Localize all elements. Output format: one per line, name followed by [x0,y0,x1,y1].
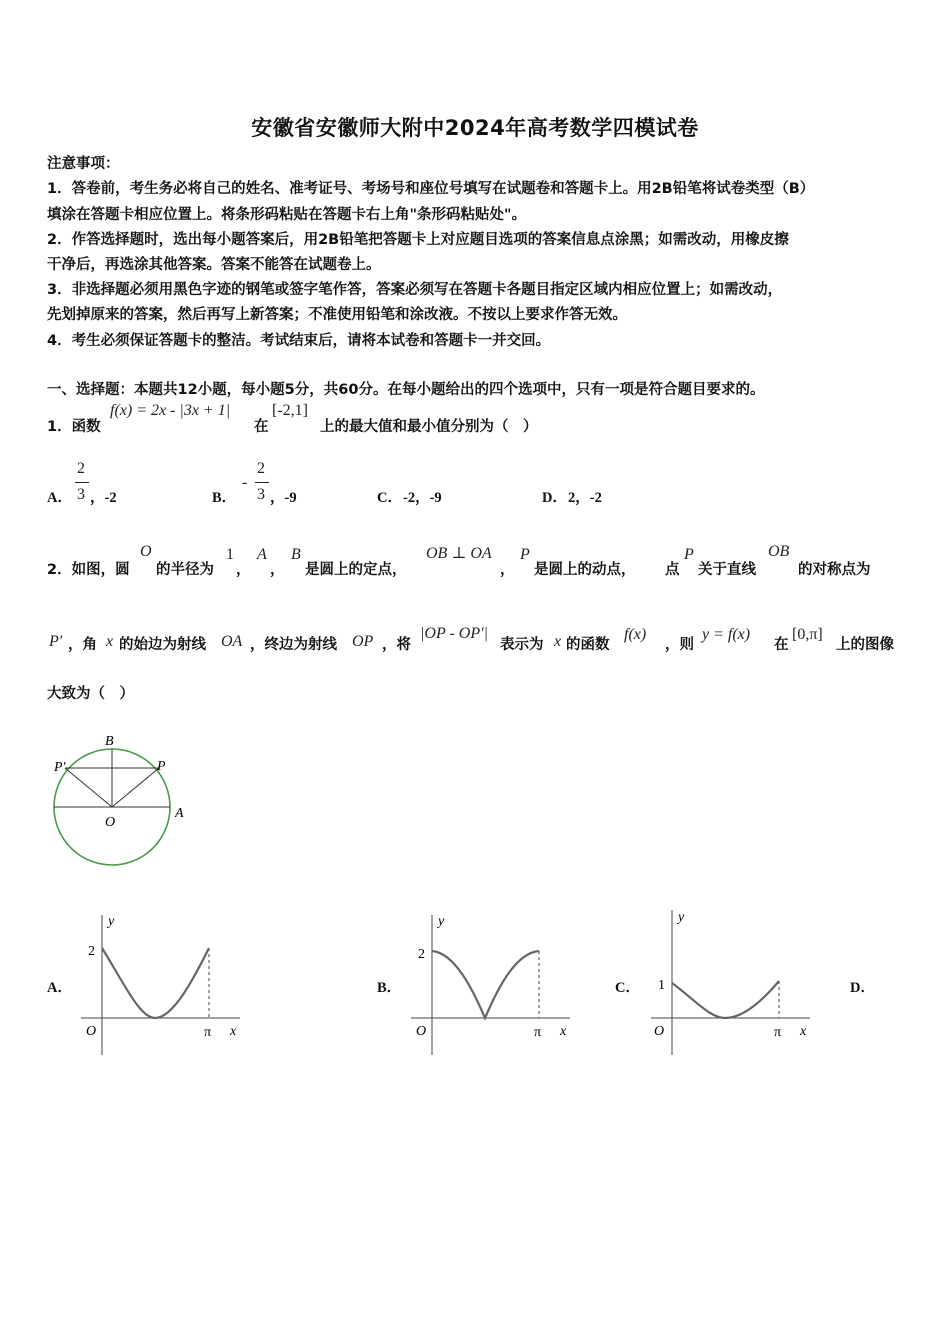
q1-option-b-label: B． [212,490,237,506]
q2-text: 是圆上的定点， [305,562,407,578]
q2-math-yfx: y = f(x) [702,626,751,643]
q1-option-c-text: -2，-9 [403,490,442,506]
y-tick: 2 [88,944,95,959]
q2-text: 的函数 [566,637,610,653]
q2-text: ，角 [68,637,97,653]
notice-line: 1．答卷前，考生务必将自己的姓名、准考证号、考场号和座位号填写在试题卷和答题卡上。用2B铅笔将试卷类型（B） [47,181,815,197]
page-title: 安徽省安徽师大附中2024年高考数学四模试卷 [251,116,699,140]
circle-figure [40,730,210,875]
pi-label: π [534,1025,542,1040]
q2-math-abs: |OP - OP′| [420,625,488,642]
q2-text: 的对称点为 [798,562,871,578]
y-label: y [678,910,685,925]
label-o: O [105,815,116,830]
q2-option-c-graph [645,905,820,1060]
origin-label: O [416,1024,427,1039]
q2-option-c-label: C． [615,980,640,996]
q2-text: 2．如图，圆 [47,562,130,578]
q2-option-a-graph [75,905,250,1060]
q2-math-pprime: P′ [49,633,63,650]
q2-text: 关于直线 [698,562,756,578]
q2-text: ， [236,562,251,578]
curve [672,981,779,1018]
y-tick: 2 [418,947,425,962]
notice-line: 干净后，再选涂其他答案。答案不能答在试题卷上。 [47,257,381,273]
curve [432,951,539,1018]
q2-math-op: OP [352,633,374,650]
q2-text: ， [270,562,285,578]
q2-option-b-label: B． [377,980,402,996]
q1-mid: 在 [254,419,269,435]
x-label: x [560,1024,567,1039]
pi-label: π [774,1025,782,1040]
q2-text: ， [500,562,515,578]
y-label: y [108,914,115,929]
fraction-bar [255,482,269,483]
label-p: P [157,759,166,774]
q1-option-b-rest: ，-9 [270,490,297,506]
y-tick: 1 [658,978,665,993]
notice-line: 3．非选择题必须用黑色字迹的钢笔或签字笔作答，答案必须写在答题卡各题目指定区域内相应位置上；如需改动， [47,282,783,298]
q1-option-d-text: 2，-2 [568,490,602,506]
q2-math-interval: [0,π] [792,626,823,643]
q2-math-one: 1 [226,546,234,563]
pi-label: π [204,1025,212,1040]
y-label: y [438,914,445,929]
curve [102,948,209,1018]
notice-line: 填涂在答题卡相应位置上。将条形码粘贴在答题卡右上角"条形码粘贴处"。 [47,207,527,223]
q1-option-a-rest: ，-2 [90,490,117,506]
q2-math-oa: OA [221,633,243,650]
q2-text: ，将 [382,637,411,653]
q2-math-o: O [140,543,152,560]
q1-option-d-label: D． [542,490,567,506]
q2-option-a-label: A． [47,980,72,996]
q2-text: 的始边为射线 [119,637,206,653]
q1-option-b-sign: - [242,474,248,491]
q1-interval: [-2,1] [272,402,308,419]
q2-math-p: P [684,546,694,563]
q1-option-c-label: C． [377,490,402,506]
q2-option-d-label: D． [850,980,875,996]
label-b: B [105,734,114,749]
q2-text: 点 [665,562,680,578]
x-label: x [800,1024,807,1039]
q2-math-ob: OB [768,543,790,560]
q2-math-perp: OB ⊥ OA [426,545,492,562]
q2-math-x: x [106,633,114,650]
notice-line: 2．作答选择题时，选出每小题答案后，用2B铅笔把答题卡上对应题目选项的答案信息点涂黑；如需改动，用橡皮擦 [47,232,789,248]
origin-label: O [654,1024,665,1039]
q2-text: 大致为（ ） [47,686,134,702]
notice-heading: 注意事项： [47,156,120,172]
q1-option-a-denominator: 3 [77,486,85,503]
q2-math-b: B [291,546,301,563]
origin-label: O [86,1024,97,1039]
section-heading: 一、选择题：本题共12小题，每小题5分，共60分。在每小题给出的四个选项中，只有一项是符合题目要求的。 [47,382,765,398]
radius-op-prime [65,768,112,807]
label-a: A [175,806,184,821]
fraction-bar [75,482,89,483]
q2-text: 表示为 [500,637,544,653]
notice-line: 4．考生必须保证答题卡的整洁。考试结束后，请将本试卷和答题卡一并交回。 [47,333,551,349]
q2-math-fx: f(x) [624,626,647,643]
radius-op [112,768,159,807]
q1-option-b-denominator: 3 [257,486,265,503]
q2-text: 的半径为 [156,562,214,578]
q1-prefix: 1．函数 [47,419,101,435]
q2-text: 是圆上的动点， [534,562,636,578]
q2-math-x: x [554,633,562,650]
q2-text: 上的图像 [836,637,894,653]
q1-option-a-numerator: 2 [77,460,85,477]
q2-text: 在 [774,637,789,653]
q1-suffix: 上的最大值和最小值分别为（ ） [320,419,538,435]
x-label: x [230,1024,237,1039]
q2-math-p: P [520,546,530,563]
q1-option-a-label: A． [47,490,72,506]
q2-text: ，则 [665,637,694,653]
label-p-prime: P′ [54,760,66,775]
q2-math-a: A [257,546,267,563]
q1-function: f(x) = 2x - |3x + 1| [110,402,231,419]
q2-text: ，终边为射线 [250,637,337,653]
notice-line: 先划掉原来的答案，然后再写上新答案；不准使用铅笔和涂改液。不按以上要求作答无效。 [47,307,627,323]
q2-option-b-graph [405,905,580,1060]
q1-option-b-numerator: 2 [257,460,265,477]
